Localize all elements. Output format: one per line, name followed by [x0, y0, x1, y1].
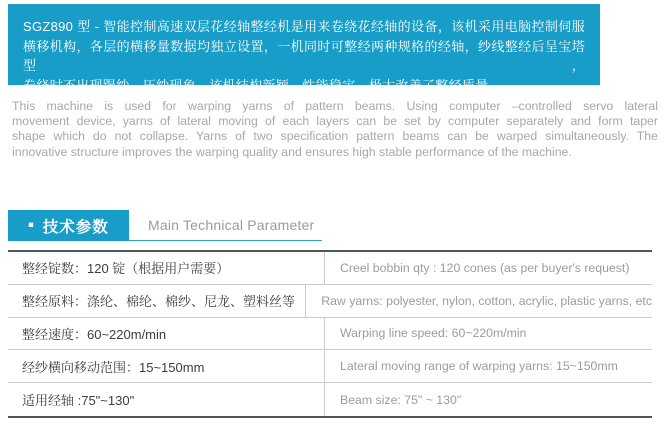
english-description: [12, 99, 658, 160]
parameters-table: [8, 250, 652, 418]
param-cell-cn: 经纱横向移动范围：15~150mm: [8, 350, 325, 382]
section-title-en: Main Technical Parameter: [129, 210, 322, 241]
english-description-line: innovative structure improves the warping quality and ensures high stable performance of the machine.: [12, 144, 572, 159]
chinese-intro-line: SGZ890 型 - 智能控制高速双层花经轴整经机是用来卷绕花经轴的设备，该机采用电脑控制伺服: [23, 19, 585, 34]
english-description-line: shape which do not collapse. Yarns of two specification pattern beams can be warped simultaneously. The: [12, 129, 658, 144]
chinese-intro-line: 卷绕时不出现蹋纱、压纱现象。该机结构新颖，性能稳定，极大改善了整经质量。: [23, 77, 502, 93]
section-header: [8, 210, 322, 241]
table-row: [8, 285, 652, 318]
param-cell-en: Beam size: 75" ~ 130": [340, 392, 462, 407]
table-row: [8, 318, 652, 351]
param-cell-cn: 整经速度：60~220m/min: [8, 318, 325, 350]
english-description-line: This machine is used for warping yarns of pattern beams. Using computer –controlled servo lateral: [12, 99, 658, 113]
param-cell-en: Warping line speed: 60~220m/min: [340, 326, 527, 341]
param-cell-en: Raw yarns: polyester, nylon, cotton, acrylic, plastic yarns, etc: [321, 293, 652, 308]
chinese-intro-line: 横移机构，各层的横移量数据均独立设置，一机同时可整经两种规格的经轴，纱线整经后呈宝塔型，: [23, 38, 585, 73]
table-row: [8, 383, 652, 416]
table-row: [8, 350, 652, 383]
param-cell-cn: 整经锭数：120 锭（根据用户需要）: [8, 252, 325, 284]
section-title-cn: 技术参数: [42, 218, 109, 236]
param-cell-cn: 整经原料：涤纶、棉纶、棉纱、尼龙、塑料丝等: [8, 285, 306, 317]
section-badge-technical-parameters: [8, 210, 129, 241]
table-row: [8, 252, 652, 285]
english-description-line: movement device, yarns of lateral moving of each layers can be set by computer separately and form taper: [12, 114, 658, 129]
param-cell-en: Creel bobbin qty : 120 cones (as per buyer's request): [340, 260, 630, 275]
param-cell-cn: 适用经轴 :75"~130": [8, 383, 325, 416]
param-cell-en: Lateral moving range of warping yarns: 15~150mm: [340, 359, 618, 374]
square-bullet-icon: ■: [28, 219, 34, 230]
chinese-intro-box: [8, 4, 600, 93]
